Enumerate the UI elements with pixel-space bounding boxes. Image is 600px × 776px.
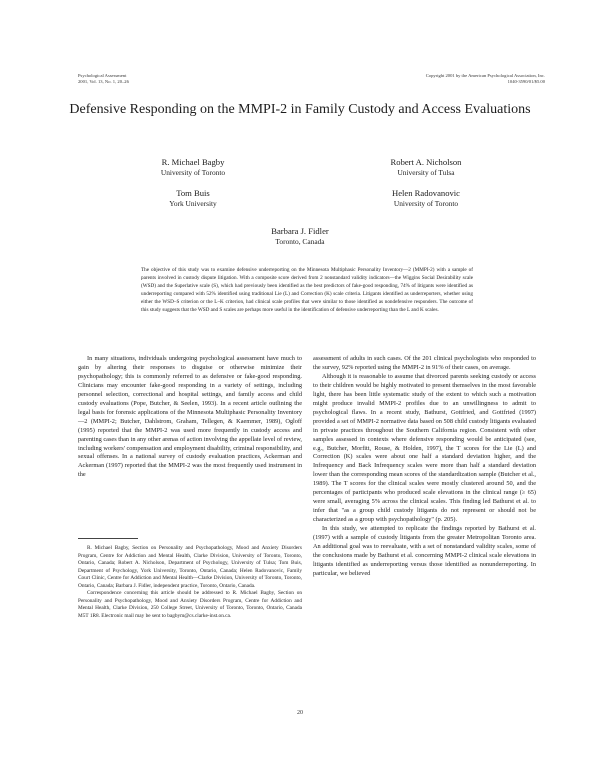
author-note-paragraph: R. Michael Bagby, Section on Personality and Psychopathology, Mood and Anxiety Disorders Program, Centre for Addiction and Mental Health, Clarke Division, University of Toronto, Toronto, Ontario, Canada; Robert A. Nicholson, Department of Psychology, University of Tulsa; Tom Buis, Department of Psychology, York University, Toronto, Ontario, Canada; Helen Radovanovic, Family Court Clinic, Centre for Addiction and Mental Health—Clarke Division, University of Toronto, Toronto, Ontario, Canada; Barbara J. Fidler, independent practice, Toronto, Ontario, Canada. xyxy=(78,545,302,589)
author-affiliation: York University xyxy=(169,199,217,208)
abstract: The objective of this study was to examine defensive underreporting on the Minnesota Multiphasic Personality Inventory—2 (MMPI-2) with a sample of parents involved in custody dispute litigation. With a composite score derived from 2 nonstandard validity indicators—the Wiggins Social Desirability scale (WSD) and the Superlative scale (S), which had previously been identified as the best predictors of fake-good responding, 74% of litigants were identified as underreporting compared with 52% identified using traditional Lie (L) and Correction (K) scale criteria. Litigants identified as underreporters, whether using either the WSD–S criterion or the L–K criterion, had clinical scale profiles that were similar to those identified as nondefensive responders. The outcome of this study suggests that the WSD and S scales are perhaps more useful in the identification of defensive underreporting than the L and K scales. xyxy=(141,267,473,313)
author-name: R. Michael Bagby xyxy=(161,157,225,167)
author-block xyxy=(108,157,278,178)
author-notes xyxy=(78,545,302,620)
author-block xyxy=(341,157,511,178)
body-paragraph: assessment of adults in such cases. Of the 201 clinical psychologists who responded to the survey, 92% reported using the MMPI-2 in 91% of their cases, on average. xyxy=(313,355,536,371)
author-name: Barbara J. Fidler xyxy=(271,226,329,236)
journal-volume: 2001, Vol. 13, No. 1, 20–26 xyxy=(78,78,129,84)
author-block xyxy=(215,226,385,247)
footnote-divider xyxy=(78,538,138,539)
body-column-right xyxy=(313,355,536,579)
author-affiliation: University of Toronto xyxy=(393,199,459,208)
author-block xyxy=(341,188,511,209)
copyright-line: Copyright 2001 by the American Psychological Association, Inc. xyxy=(425,73,545,78)
body-paragraph: Although it is reasonable to assume that divorced parents seeking custody or access to their children would be highly motivated to present themselves in the most favorable light, there has been little systematic study of the extent to which such a motivation might produce invalid MMPI-2 profiles due to an unwillingness to admit to psychological flaws. In a recent study, Bathurst, Gottfried, and Gottfried (1997) provided a set of MMPI-2 normative data based on 508 child custody litigants evaluated in private practices throughout the Southern California region. Consistent with other samples assessed in contexts where defensive responding would be anticipated (see, e.g., Butcher, Morfitt, Rouse, & Holden, 1997), the T scores for the Lie (L) and Correction (K) scales were about one half a standard deviation higher, and the Infrequency and Back Infrequency scales were more than half a standard deviation lower than the corresponding mean scores of the standardization sample (Butcher et al., 1989). The T scores for the clinical scales were mostly clustered around 50, and the percentages of participants who produced scale elevations in the clinical range (≥ 65) were small, averaging 5% across the clinical scales. This finding led Bathurst et al. to infer that "as a group child custody litigants do not represent or should not be characterized as a group with psychopathology" (p. 205). xyxy=(313,372,536,524)
body-column-left xyxy=(78,355,302,480)
author-affiliation: Toronto, Canada xyxy=(275,237,325,246)
body-paragraph: In this study, we attempted to replicate the findings reported by Bathurst et al. (1997) with a sample of custody litigants from the greater Metropolitan Toronto area. An additional goal was to reevaluate, with a set of nonstandard validity scales, some of the conclusions made by Bathurst et al. concerning MMPI-2 clinical scale elevations in litigants identified as underreporting versus those identified as nonunderreporting. In particular, we believed xyxy=(313,525,536,577)
correspondence-note: Correspondence concerning this article should be addressed to R. Michael Bagby, Section on Personality and Psychopathology, Mood and Anxiety Disorders Program, Centre for Addiction and Mental Health, Clarke Division, 250 College Street, University of Toronto, Toronto, Ontario, Canada M5T 1R8. Electronic mail may be sent to bagbym@cs.clarke-inst.on.ca. xyxy=(78,590,302,619)
author-affiliation: University of Tulsa xyxy=(397,168,455,177)
issn-line: 1040-3590/01/$5.00 xyxy=(507,78,545,84)
article-title: Defensive Responding on the MMPI-2 in Family Custody and Access Evaluations xyxy=(69,102,531,117)
body-paragraph: In many situations, individuals undergoing psychological assessment have much to gain by altering their responses to disguise or otherwise minimize their psychopathology; this is commonly referred to as defensive or fake-good responding. Clinicians may encounter fake-good responding in a variety of settings, including personnel selection, correctional and hospital settings, and family access and child custody evaluations (Pope, Butcher, & Seelen, 1993). In a recent article outlining the legal basis for forensic applications of the Minnesota Multiphasic Personality Inventory—2 (MMPI-2; Butcher, Dahlstrom, Graham, Tellegen, & Kaemmer, 1989), Ogloff (1995) reported that the MMPI-2 was used more frequently in custody access and parenting cases than in any other arenas of action involving the appellate level of review, including workers' compensation and employment disability, criminal responsibility, and sexual offenses. In a national survey of custody evaluation practices, Ackerman and Ackerman (1997) reported that the MMPI-2 was the most frequently used instrument in the xyxy=(78,355,302,479)
copyright-notice xyxy=(426,73,545,84)
journal-citation xyxy=(78,73,129,84)
author-block xyxy=(108,188,278,209)
author-name: Helen Radovanovic xyxy=(391,188,460,198)
author-name: Tom Buis xyxy=(176,188,210,198)
author-name: Robert A. Nicholson xyxy=(390,157,462,167)
page-number: 20 xyxy=(297,710,303,716)
journal-name: Psychological Assessment xyxy=(78,73,127,78)
author-affiliation: University of Toronto xyxy=(160,168,226,177)
